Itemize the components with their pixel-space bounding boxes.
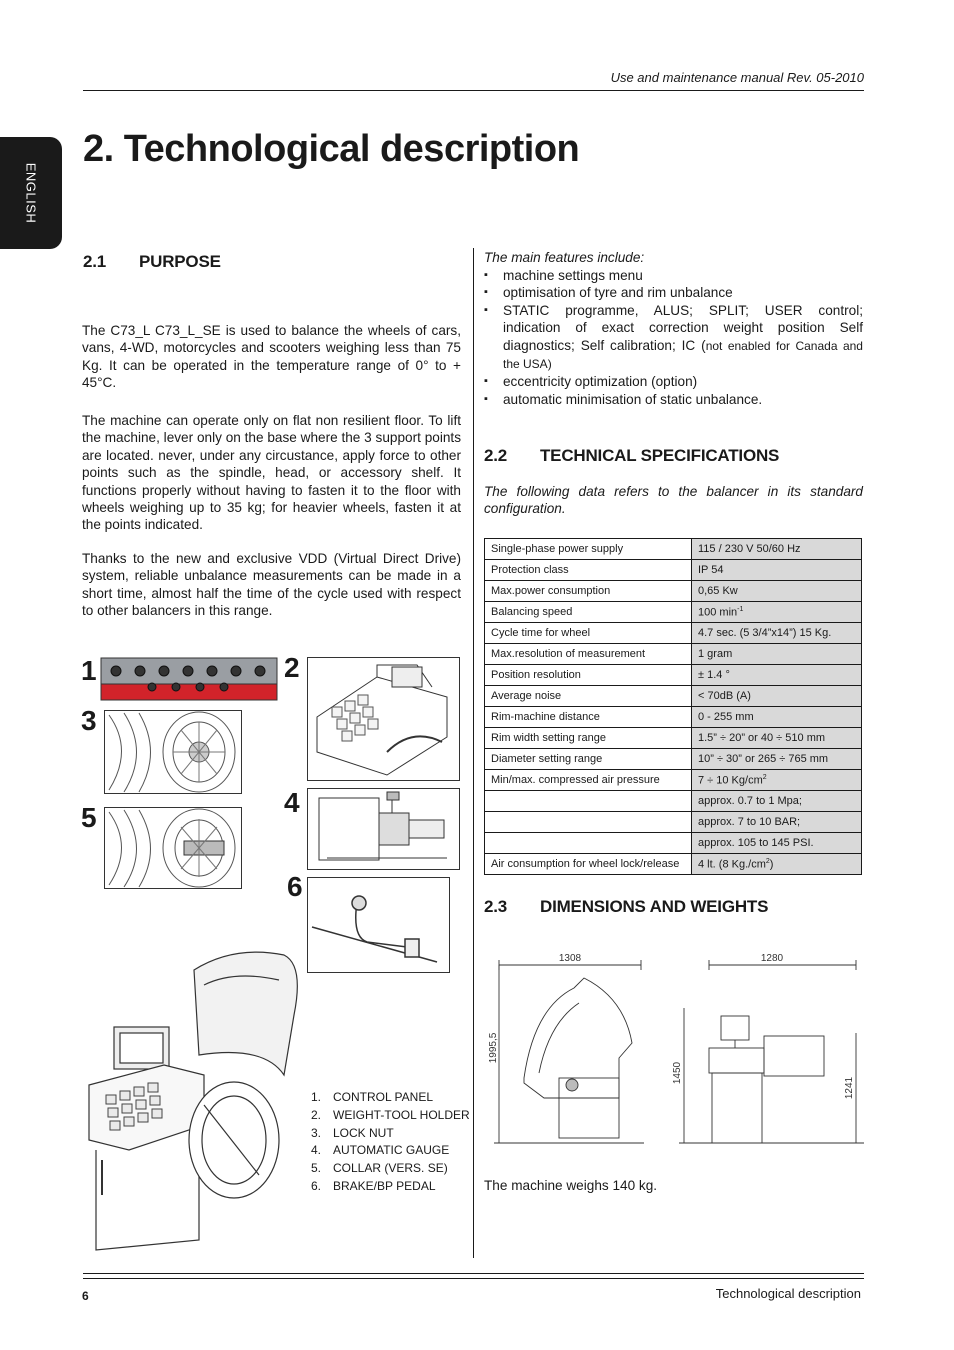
dim1-width: 1308 <box>558 953 582 964</box>
spec-key <box>485 812 692 833</box>
fig-num-1: 1 <box>81 655 97 686</box>
dimension-drawings <box>484 948 864 1153</box>
legend-item: 2. WEIGHT-TOOL HOLDER <box>311 1107 470 1122</box>
fig-num-5: 5 <box>81 802 97 833</box>
spec-key: Air consumption for wheel lock/release <box>485 854 692 875</box>
dim2-height: 1450 <box>672 1061 683 1085</box>
legend-item: 5. COLLAR (VERS. SE) <box>311 1161 448 1176</box>
spec-row <box>485 686 862 707</box>
component-legend <box>311 1089 476 1196</box>
spec-value: 7 ÷ 10 $Kg/cm^2$ <box>692 770 862 791</box>
feature-item: ▪ eccentricity optimization (option) <box>484 373 863 390</box>
spec-row <box>485 560 862 581</box>
language-tab <box>0 137 62 249</box>
purpose-title: PURPOSE <box>139 252 221 271</box>
feature-item: ▪ STATIC programme, ALUS; SPLIT; USER control; indication of exact correction weight position Self diagnostics; Self calibration; IC (not enabled for Canada and the USA) <box>484 302 863 374</box>
weight-tool-holder-illustration <box>307 657 460 781</box>
spec-value: 0 - 255 mm <box>692 707 862 728</box>
spec-key: Balancing speed <box>485 602 692 623</box>
page-number: 6 <box>82 1289 89 1303</box>
spec-row <box>485 602 862 623</box>
spec-value: 4 lt. (8 $Kg./cm^2$) <box>692 854 862 875</box>
fig-num-3: 3 <box>81 705 97 736</box>
spec-key: Rim width setting range <box>485 728 692 749</box>
purpose-heading <box>83 252 221 272</box>
dims-title: DIMENSIONS AND WEIGHTS <box>540 897 769 916</box>
legend-item: 6. BRAKE/BP PEDAL <box>311 1178 436 1193</box>
dims-num: 2.3 <box>484 897 508 916</box>
spec-key: Min/max. compressed air pressure <box>485 770 692 791</box>
manual-header: Use and maintenance manual Rev. 05-2010 <box>610 70 864 85</box>
footer-rule-bottom <box>83 1278 864 1279</box>
machine-weight: The machine weighs 140 kg. <box>484 1178 658 1193</box>
spec-row <box>485 749 862 770</box>
spec-key <box>485 833 692 854</box>
spec-value: < 70dB (A) <box>692 686 862 707</box>
footer-rule-top <box>83 1273 864 1274</box>
spec-value: 10” ÷ 30” or 265 ÷ 765 mm <box>692 749 862 770</box>
spec-value: 1 gram <box>692 644 862 665</box>
spec-key: Max.resolution of measurement <box>485 644 692 665</box>
fig-num-6: 6 <box>287 871 303 902</box>
spec-row <box>485 623 862 644</box>
dims-heading <box>484 897 768 917</box>
spec-value: 0,65 Kw <box>692 581 862 602</box>
spec-value: approx. 105 to 145 PSI. <box>692 833 862 854</box>
control-panel-illustration <box>100 657 278 701</box>
spec-row <box>485 812 862 833</box>
spec-row <box>485 791 862 812</box>
chapter-title: 2. Technological description <box>83 128 580 170</box>
language-tab-label: ENGLISH <box>23 162 39 224</box>
specs-table <box>484 538 862 875</box>
spec-key: Max.power consumption <box>485 581 692 602</box>
spec-key: Diameter setting range <box>485 749 692 770</box>
spec-key: Position resolution <box>485 665 692 686</box>
legend-item: 3. LOCK NUT <box>311 1125 394 1140</box>
spec-row <box>485 770 862 791</box>
spec-row <box>485 707 862 728</box>
fig-num-2: 2 <box>284 652 300 683</box>
spec-value: IP 54 <box>692 560 862 581</box>
spec-key: Average noise <box>485 686 692 707</box>
spec-value: 115 / 230 V 50/60 Hz <box>692 539 862 560</box>
spec-value: approx. 0.7 to 1 Mpa; <box>692 791 862 812</box>
legend-item: 1. CONTROL PANEL <box>311 1090 434 1104</box>
lock-nut-illustration <box>104 710 242 794</box>
features-intro: The main features include: <box>484 250 645 265</box>
purpose-num: 2.1 <box>83 252 107 271</box>
feature-item: ▪ machine settings menu <box>484 267 863 284</box>
spec-value: 100 $\min^{-1}$ <box>692 602 862 623</box>
purpose-p2: The machine can operate only on flat non resilient floor. To lift the machine, lever only on the base where the 3 support points are located. never, under any circustance, apply force to other points such as the spindle, head, or accessory shelf. It functions properly without having to fasten it to the floor with wheels weighing up to 35 kg; for heavier wheels, fasten it at the points indicated. <box>82 413 461 533</box>
legend-item: 4. AUTOMATIC GAUGE <box>311 1143 450 1158</box>
spec-row <box>485 833 862 854</box>
specs-num: 2.2 <box>484 446 508 465</box>
spec-row <box>485 665 862 686</box>
spec-key: Rim-machine distance <box>485 707 692 728</box>
collar-illustration <box>104 807 242 889</box>
balancer-machine-illustration <box>84 945 304 1257</box>
feature-item: ▪ optimisation of tyre and rim unbalance <box>484 284 863 301</box>
spec-row <box>485 644 862 665</box>
spec-value: 4.7 sec. (5 3/4”x14”) 15 Kg. <box>692 623 862 644</box>
spec-key: Cycle time for wheel <box>485 623 692 644</box>
footer-section: Technological description <box>715 1286 861 1301</box>
header-rule <box>83 90 864 91</box>
spec-row <box>485 854 862 875</box>
features-list <box>484 267 863 408</box>
spec-row <box>485 728 862 749</box>
spec-row <box>485 539 862 560</box>
feature-item: ▪ automatic minimisation of static unbalance. <box>484 391 863 408</box>
specs-heading <box>484 446 779 466</box>
purpose-p1: The C73_L C73_L_SE is used to balance the wheels of cars, vans, 4-WD, motorcycles and scooters weighing less than 75 Kg. It can be operated in the temperature range of 0° to + 45°C. <box>82 323 461 391</box>
spec-row <box>485 581 862 602</box>
spec-key: Protection class <box>485 560 692 581</box>
brake-pedal-illustration <box>307 877 450 973</box>
dim2-width: 1280 <box>760 953 784 964</box>
automatic-gauge-illustration <box>307 788 460 870</box>
spec-value: ± 1.4 ° <box>692 665 862 686</box>
spec-key: Single-phase power supply <box>485 539 692 560</box>
fig-num-4: 4 <box>284 787 300 818</box>
purpose-p3: Thanks to the new and exclusive VDD (Virtual Direct Drive) system, reliable unbalance measurements can be made in a short time, almost half the time of the cycle used with respect to other balancers in this range. <box>82 551 461 619</box>
spec-value: 1.5” ÷ 20” or 40 ÷ 510 mm <box>692 728 862 749</box>
spec-key <box>485 791 692 812</box>
dim2-height2: 1241 <box>844 1076 855 1100</box>
spec-value: approx. 7 to 10 BAR; <box>692 812 862 833</box>
specs-intro: The following data refers to the balancer in its standard configuration. <box>484 484 863 517</box>
dim1-height: 1995,5 <box>488 1032 499 1064</box>
specs-title: TECHNICAL SPECIFICATIONS <box>540 446 780 465</box>
